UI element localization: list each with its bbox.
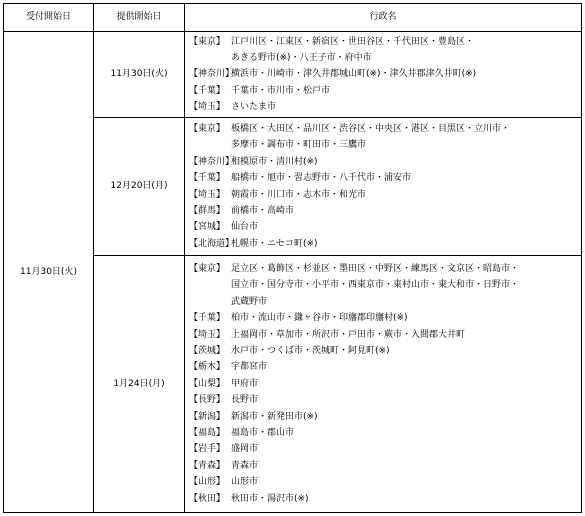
municipality-line <box>185 359 581 375</box>
prefecture-label <box>185 277 231 293</box>
municipality-list: 横浜市・川崎市・津久井郡城山町(※)・津久井郡津久井町(※) <box>231 69 477 80</box>
municipality-line <box>185 154 581 170</box>
municipality-line <box>185 474 581 490</box>
municipality-list: 福島市・郡山市 <box>231 427 295 438</box>
prefecture-label: 【岩手】 <box>189 444 226 455</box>
prefecture-label: 【宮城】 <box>189 222 226 233</box>
prefecture-label <box>185 50 231 66</box>
municipality-line <box>185 310 581 326</box>
prefecture-label: 【埼玉】 <box>189 102 226 113</box>
prefecture-label: 【東京】 <box>189 124 226 135</box>
municipality-list: 国立市・国分寺市・小平市・西東京市・東村山市・東大和市・日野市・ <box>231 280 520 291</box>
municipality-line <box>185 327 581 343</box>
prefecture-label: 【長野】 <box>189 395 226 406</box>
municipality-list: 相模原市・清川村(※) <box>231 156 318 167</box>
municipality-list: 上福岡市・草加市・所沢市・戸田市・蕨市・入間郡大井町 <box>231 329 466 340</box>
municipality-list: 甲府市 <box>231 378 259 389</box>
municipality-line <box>185 34 581 50</box>
header-row <box>4 4 582 32</box>
municipality-list: 柏市・流山市・鎌ヶ谷市・印旛郡印旛村(※) <box>231 313 408 324</box>
municipality-list: 千葉市・市川市・松戸市 <box>231 85 331 96</box>
municipality-line <box>185 187 581 203</box>
municipality-line <box>185 261 581 277</box>
municipality-line <box>185 137 581 153</box>
provide-date-cell: 11月30日(火) <box>94 32 185 118</box>
municipality-line <box>185 50 581 66</box>
municipality-list: 足立区・葛飾区・杉並区・墨田区・中野区・練馬区・文京区・昭島市・ <box>231 263 520 274</box>
municipality-list: 札幌市・ニセコ町(※) <box>231 238 318 249</box>
provide-date-cell: 1月24日(月) <box>94 255 185 512</box>
municipality-list: 新潟市・新発田市(※) <box>231 411 318 422</box>
municipality-list: 船橋市・旭市・習志野市・八千代市・浦安市 <box>231 173 412 184</box>
prefecture-label: 【山形】 <box>189 477 226 488</box>
municipality-list: 多摩市・調布市・町田市・三鷹市 <box>231 140 367 151</box>
municipality-line <box>185 99 581 115</box>
prefecture-label: 【千葉】 <box>189 313 226 324</box>
prefecture-label: 【埼玉】 <box>189 329 226 340</box>
municipality-list: 水戸市・つくば市・茨城町・阿見町(※) <box>231 345 390 356</box>
municipality-list: 武蔵野市 <box>231 296 268 307</box>
municipality-line <box>185 343 581 359</box>
municipality-line <box>185 203 581 219</box>
municipality-line <box>185 376 581 392</box>
municipality-list: さいたま市 <box>231 102 277 113</box>
prefecture-label: 【東京】 <box>189 36 226 47</box>
municipality-list: あきる野市(※)・八王子市・府中市 <box>231 53 372 64</box>
municipality-line <box>185 458 581 474</box>
municipality-list: 江戸川区・江東区・新宿区・世田谷区・千代田区・豊島区・ <box>231 36 475 47</box>
municipality-list: 宇都宮市 <box>231 362 268 373</box>
municipality-line <box>185 121 581 137</box>
prefecture-label <box>185 137 231 153</box>
prefecture-label <box>185 294 231 310</box>
municipality-list: 山形市 <box>231 477 259 488</box>
prefecture-label: 【秋田】 <box>189 493 226 504</box>
municipality-line <box>185 219 581 235</box>
prefecture-label: 【山梨】 <box>189 378 226 389</box>
prefecture-label: 【北海道】 <box>189 238 235 249</box>
accept-date-cell: 11月30日(火) <box>4 32 94 513</box>
municipality-cell <box>185 118 582 256</box>
prefecture-label: 【新潟】 <box>189 411 226 422</box>
municipality-list: 盛岡市 <box>231 444 259 455</box>
municipality-line <box>185 392 581 408</box>
municipality-line <box>185 66 581 82</box>
municipality-line <box>185 409 581 425</box>
municipality-list: 板橋区・大田区・品川区・渋谷区・中央区・港区・目黒区・立川市・ <box>231 124 511 135</box>
municipality-line <box>185 425 581 441</box>
municipality-list: 仙台市 <box>231 222 259 233</box>
prefecture-label: 【埼玉】 <box>189 189 226 200</box>
municipality-list: 長野市 <box>231 395 259 406</box>
municipality-line <box>185 83 581 99</box>
header-provide-start: 提供開始日 <box>94 4 185 32</box>
prefecture-label: 【群馬】 <box>189 206 226 217</box>
prefecture-label: 【千葉】 <box>189 173 226 184</box>
table-row <box>4 32 582 118</box>
prefecture-label: 【青森】 <box>189 460 226 471</box>
municipality-line <box>185 277 581 293</box>
municipality-line <box>185 294 581 310</box>
prefecture-label: 【千葉】 <box>189 85 226 96</box>
prefecture-label: 【東京】 <box>189 263 226 274</box>
prefecture-label: 【福島】 <box>189 427 226 438</box>
municipality-list: 前橋市・高崎市 <box>231 206 295 217</box>
municipality-line <box>185 170 581 186</box>
municipality-cell <box>185 255 582 512</box>
prefecture-label: 【茨城】 <box>189 345 226 356</box>
municipality-list: 秋田市・湯沢市(※) <box>231 493 309 504</box>
header-accept-start: 受付開始日 <box>4 4 94 32</box>
prefecture-label: 【神奈川】 <box>189 69 235 80</box>
municipality-list: 青森市 <box>231 460 259 471</box>
municipality-line <box>185 441 581 457</box>
prefecture-label: 【神奈川】 <box>189 156 235 167</box>
header-municipality: 行政名 <box>185 4 582 32</box>
provide-date-cell: 12月20日(月) <box>94 118 185 256</box>
municipality-cell <box>185 32 582 118</box>
prefecture-label: 【栃木】 <box>189 362 226 373</box>
municipality-line <box>185 236 581 252</box>
municipality-line <box>185 491 581 507</box>
municipality-schedule-table <box>3 3 582 513</box>
municipality-list: 朝霞市・川口市・志木市・和光市 <box>231 189 367 200</box>
